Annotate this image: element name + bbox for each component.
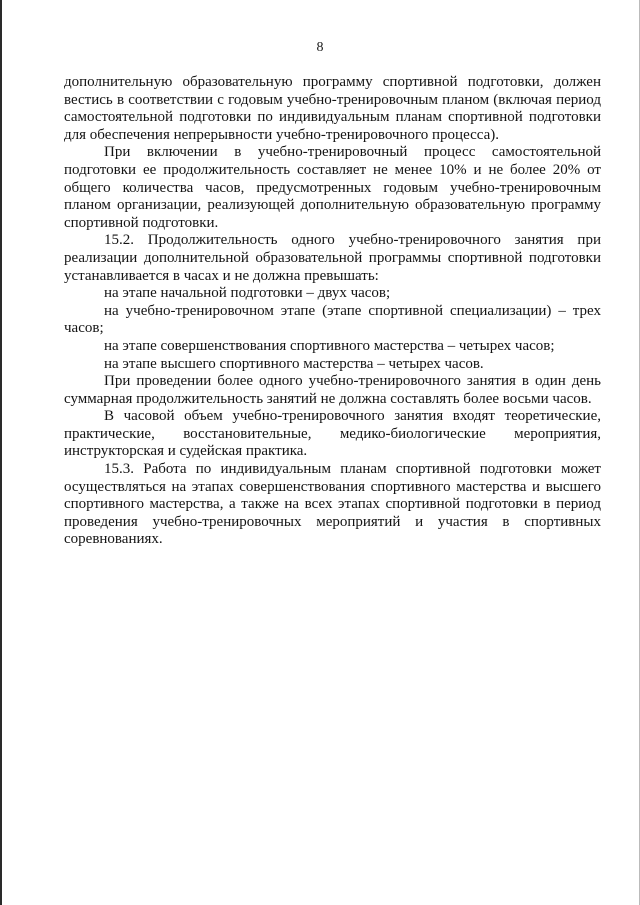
paragraph: 15.2. Продолжительность одного учебно-тренировочного занятия при реализации дополнительной образовательной программы спортивной подготовки устанавливается в часах и не должна превышать: (64, 232, 601, 284)
paragraph: 15.3. Работа по индивидуальным планам спортивной подготовки может осуществляться на этапах совершенствования спортивного мастерства и высшего спортивного мастерства, а также на всех этапах спортивной подготовки в период проведения учебно-тренировочных мероприятий и участия в спортивных соревнованиях. (64, 461, 601, 548)
paragraph: В часовой объем учебно-тренировочного занятия входят теоретические, практические, восстановительные, медико-биологические мероприятия, инструкторская и судейская практика. (64, 408, 601, 460)
scan-edge-left (0, 0, 2, 905)
paragraph: При проведении более одного учебно-тренировочного занятия в один день суммарная продолжительность занятий не должна составлять более восьми часов. (64, 373, 601, 407)
paragraph: на этапе высшего спортивного мастерства – четырех часов. (104, 355, 484, 372)
page-number: 8 (316, 40, 324, 55)
paragraph: на учебно-тренировочном этапе (этапе спортивной специализации) – трех часов; (64, 302, 601, 337)
paragraph: При включении в учебно-тренировочный процесс самостоятельной подготовки ее продолжительность составляет не менее 10% и не более 20% от общего количества часов, предусмотренных годовым учебно-тренировочным планом организации, реализующей дополнительную образовательную программу спортивной подготовки. (64, 144, 601, 231)
paragraph: на этапе совершенствования спортивного мастерства – четырех часов; (104, 337, 555, 354)
document-body (64, 74, 601, 549)
paragraph: дополнительную образовательную программу спортивной подготовки, должен вестись в соответствии с годовым учебно-тренировочным планом (включая период самостоятельной подготовки по индивидуальным планам спортивной подготовки для обеспечения непрерывности учебно-тренировочного процесса). (64, 74, 601, 143)
paragraph: на этапе начальной подготовки – двух часов; (104, 285, 391, 302)
